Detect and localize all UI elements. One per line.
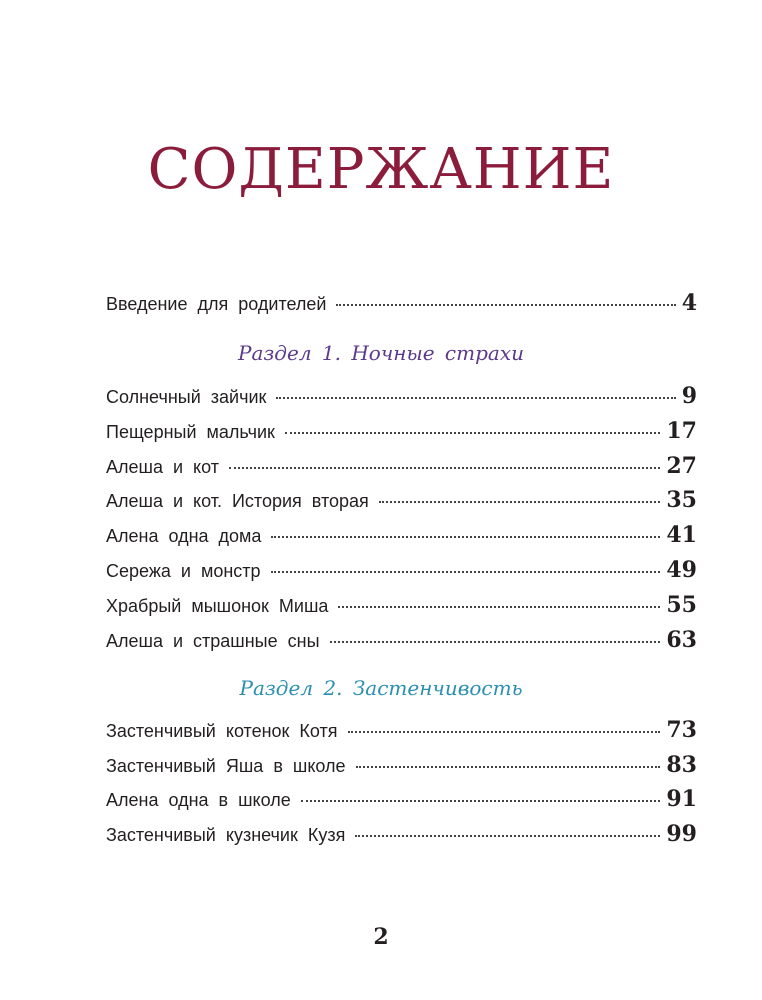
dot-leader [330,641,661,643]
toc-entry-intro[interactable] [106,290,697,320]
toc-entry-page: 73 [666,717,697,743]
toc-entry-label: Введение для родителей [106,294,327,314]
toc-entry-label: Пещерный мальчик [106,422,275,442]
toc-entry-page: 63 [666,627,697,653]
toc-entry-page: 83 [666,752,697,778]
section-heading-night-fears: Раздел 1. Ночные страхи [238,341,524,365]
toc-entry-page: 35 [666,487,697,513]
toc-entry-page: 27 [666,453,697,479]
toc-entry-label: Солнечный зайчик [106,387,267,407]
dot-leader [271,536,660,538]
dot-leader [336,304,675,306]
toc-entry-label: Алена одна в школе [106,790,291,810]
toc-entry-label: Алеша и кот [106,457,219,477]
toc-entry-label: Застенчивый кузнечик Кузя [106,825,346,845]
toc-entry[interactable] [106,592,697,622]
toc-entry-label: Сережа и монстр [106,561,261,581]
toc-entry[interactable] [106,752,697,782]
dot-leader [355,835,660,837]
toc-entry[interactable] [106,821,697,851]
dot-leader [348,731,661,733]
toc-entry-label: Застенчивый Яша в школе [106,756,346,776]
toc-entry[interactable] [106,418,697,448]
section-heading-shyness: Раздел 2. Застенчивость [239,676,523,700]
toc-entry-page: 91 [666,786,697,812]
toc-entry-page: 41 [666,522,697,548]
dot-leader [271,571,661,573]
toc-entry-page: 99 [666,821,697,847]
dot-leader [356,766,661,768]
toc-entry-label: Алеша и страшные сны [106,631,320,651]
toc-entry[interactable] [106,453,697,483]
dot-leader [276,397,675,399]
dot-leader [229,467,660,469]
dot-leader [285,432,660,434]
page-title: СОДЕРЖАНИЕ [147,136,615,202]
toc-entry-page: 49 [666,557,697,583]
page-number: 2 [373,924,389,950]
toc-entry-page: 17 [666,418,697,444]
toc-entry[interactable] [106,627,697,657]
toc-entry[interactable] [106,786,697,816]
toc-entry[interactable] [106,522,697,552]
toc-entry[interactable] [106,383,697,413]
toc-entry-page: 4 [681,290,697,316]
toc-entry-label: Алена одна дома [106,526,262,546]
dot-leader [379,501,661,503]
toc-entry[interactable] [106,557,697,587]
toc-entry-page: 9 [681,383,697,409]
dot-leader [301,800,661,802]
toc-entry[interactable] [106,487,697,517]
dot-leader [338,606,660,608]
toc-entry-page: 55 [666,592,697,618]
toc-entry-label: Алеша и кот. История вторая [106,491,369,511]
toc-entry-label: Храбрый мышонок Миша [106,596,329,616]
toc-entry[interactable] [106,717,697,747]
toc-entry-label: Застенчивый котенок Котя [106,721,338,741]
